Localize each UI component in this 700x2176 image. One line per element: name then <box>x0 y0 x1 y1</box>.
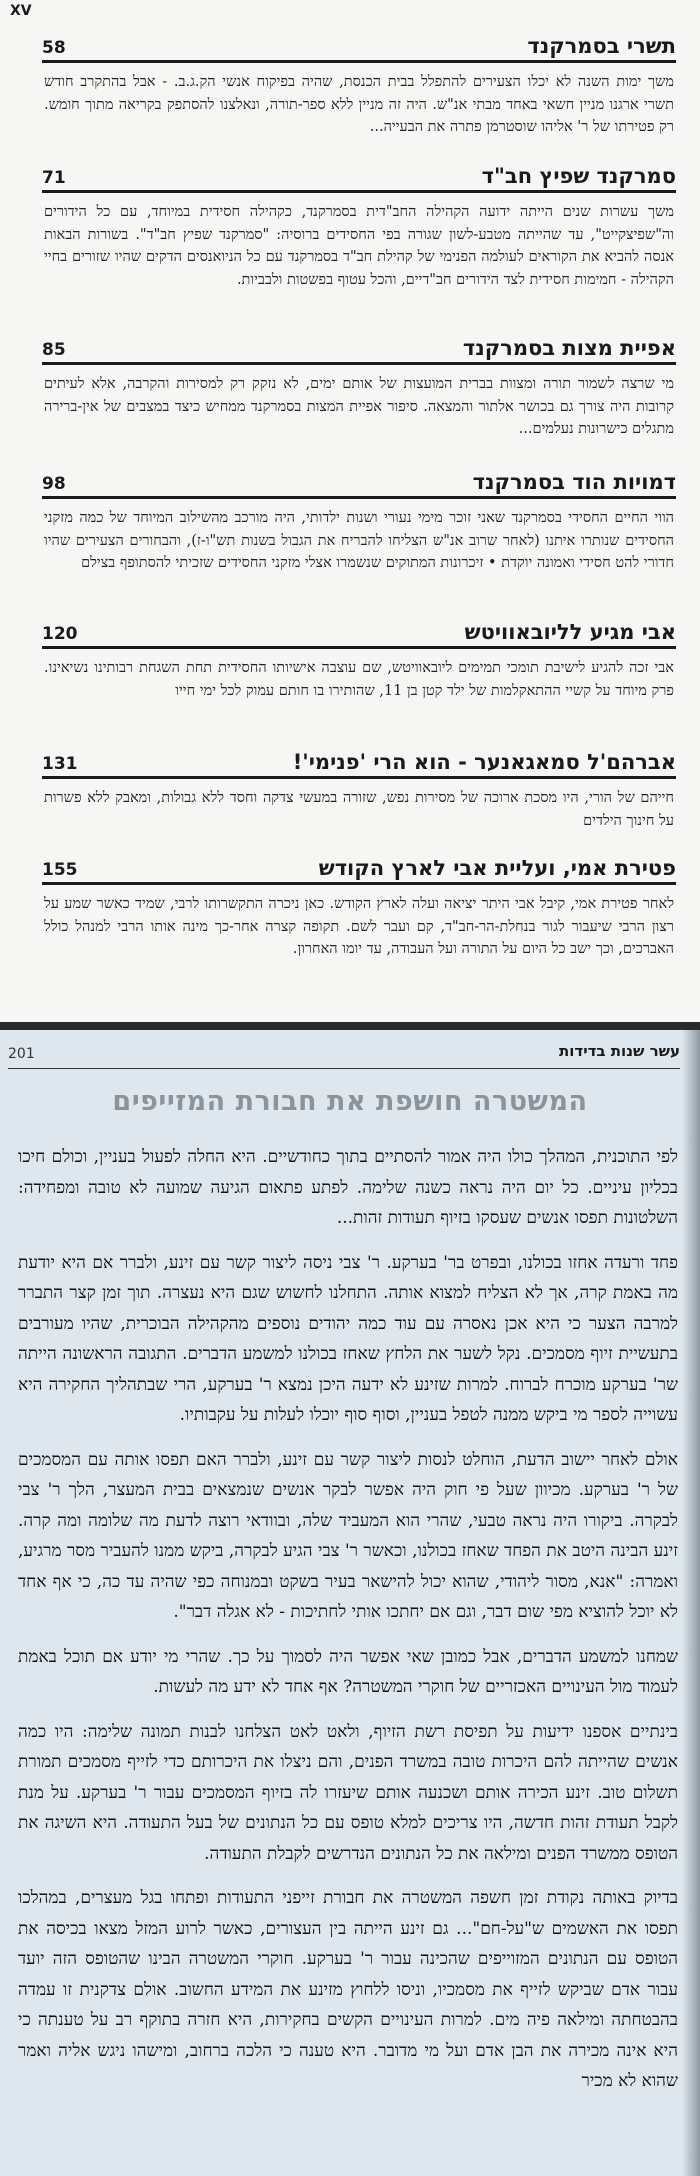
toc-entry-summary: לאחר פטירת אמי, קיבל אבי היתר יציאה ועלה לארץ הקודש. כאן ניכרה התקשרותו לרבי, שמיד כאשר שמע על רצון הרבי שיעבור לגור בנחלת-הר-חב"ד, קם ועבר לשם. תקופה קצרה אחר-כך מינה אותו הרבי למנהל כולל האברכים, וכך ישב כל היום על התורה ועל העבודה, עד יומו האחרון. <box>44 896 674 957</box>
page-roman-numeral: XV <box>10 3 32 19</box>
divider <box>42 776 676 779</box>
toc-entry <box>42 616 676 702</box>
toc-entry-title: פטירת אמי, ועליית אבי לארץ הקודש <box>318 856 676 880</box>
toc-entry-title: דמויות הוד בסמרקנד <box>472 470 676 494</box>
paragraph: אולם לאחר יישוב הדעת, הוחלט לנסות ליצור קשר עם זינע, ולברר האם תפסו אותה עם המסמכים של ר' בערקע. מכיוון שעל פי חוק היה אפשר לבקר אנשים שנמצאים בבית המעצר, הלך ר' צבי לבקרה. ביקורו היה נראה טבעי, שהרי הוא המעביד שלה, ובוודאי רוצה לדעת מה שלומה ומה קרה. זינע הבינה היטב את הפחד שאחז בכולנו, וכאשר ר' צבי הגיע לבקרה, ביקש ממנו להעביר מסר מרגיע, ואמרה: "אנא, מסור ליהודי, שהוא יכול להישאר בעיר בשקט ובמנוחה כפי שהיה עד כה, כי אף אחד לא יוכל להוציא מפי שום דבר, וגם אם יחתכו אותי לחתיכות - לא אגלה דבר". <box>18 1449 678 1622</box>
toc-entry <box>42 30 676 139</box>
toc-entry-title: אברהם'ל סמאגאנער - הוא הרי 'פנימי'! <box>292 750 676 774</box>
paragraph: בינתיים אספנו ידיעות על תפיסת רשת הזיוף, ולאט לאט הצלחנו לבנות תמונה שלימה: היו כמה אנשים שהייתה להם היכרות טובה במשרד הפנים, והם ניצלו את היכרותם כדי לזייף מסמכים תמורת תשלום טוב. זינע הכירה אותם ושכנעה אותם שיעזרו לה בזיוף המסמכים עבור ר' בערקע. על מנת לקבל תעודת זהות חדשה, היו צריכים למלא טופס עם כל הנתונים של בעל התעודה. היא השיגה את הטופס ממשרד הפנים ומילאה את כל הנתונים הנדרשים לקבלת התעודה. <box>18 1721 678 1864</box>
book-page <box>0 1030 700 2176</box>
divider <box>42 496 676 499</box>
toc-entry-title: סמרקנד שפיץ חב"ד <box>481 164 676 188</box>
toc-entry-title: אבי מגיע לליובאוויטש <box>464 620 676 644</box>
toc-entry-summary: הווי החיים החסידי בסמרקנד שאני זוכר מימי נעורי ושנות ילדותי, היה מורכב מהשילוב המיוחד של כמה מזקני החסידים שנותרו איתנו (לאחר שרוב אנ"ש הצליחו להבריח את הגבול בשנות תש"ו-ז), והבחורים הצעירים שהיו חדורי להט חסידי ואמונה יוקדת • זיכרונות המתוקים שנשמרו אצלי מזקני החסידים שזכיתי להסתופף בצילם <box>44 510 674 571</box>
toc-entry <box>42 852 676 961</box>
body-text <box>18 1142 678 2111</box>
toc-entry <box>42 332 676 441</box>
toc-entry-summary: משך עשרות שנים הייתה ידועה הקהילה החב"דית בסמרקנד, כקהילה חסידית במיוחד, עם כל הידורים וה"שפיצקייט", עד שהייתה מטבע-לשון שגורה בפי החסידים ברוסיה: "סמרקנד שפיץ חב"ד". בשורות הבאות אנסה להביא את הקוראים לעולמה הפנימי של קהילת חב"ד בסמרקנד עם כל הניואנסים הדקים שהיו שזורים בחיי הקהילה - חמימות חסידית לצד הידורים חב"דיים, והכל עטוף בפשטות ולבביות. <box>44 204 674 288</box>
divider <box>42 190 676 193</box>
toc-page <box>0 0 700 1022</box>
toc-entry-page: 98 <box>42 474 66 494</box>
toc-entry-summary: מי שרצה לשמור תורה ומצוות בברית המועצות של אותם ימים, לא נזקק רק למסירות והקרבה, אלא לעיתים קרובות היה צורך גם בכושר אלתור והמצאה. סיפור אפיית המצות בסמרקנד ממחיש כיצד במצבים של אין-ברירה מתגלים כישרונות נעלמים... <box>44 376 674 437</box>
toc-entry <box>42 160 676 291</box>
paragraph: פחד ורעדה אחזו בכולנו, ובפרט בר' בערקע. ר' צבי ניסה ליצור קשר עם זינע, ולברר אם היא יודעת מה באמת קרה, אך לא הצליח למצוא אותה. התחלנו לחשוש שגם היא נעצרה. תוך זמן קצר התברר למרבה הצער כי היא אכן נאסרה עם עוד כמה יהודים נוספים מהקהילה הבוכרית, שהיו מעורבים בתעשיית זיוף מסמכים. נקל לשער את הלחץ שאחז בכולנו למשמע הדברים. התגובה הראשונה הייתה שר' בערקע מוכרח לברוח. למרות שזינע לא ידעה היכן נמצא ר' בערקע, הרי שבתהליך החקירה היא עשוייה לספר מי ביקש ממנה לטפל בעניין, וסוף סוף יוכלו לעלות על עקבותיו. <box>18 1252 678 1425</box>
chapter-title: המשטרה חושפת את חבורת המזייפים <box>112 1086 588 1117</box>
toc-entry-title: תשרי בסמרקנד <box>527 34 676 58</box>
divider <box>42 882 676 885</box>
paragraph: שמחנו למשמע הדברים, אבל כמובן שאי אפשר היה לסמוך על כך. שהרי מי יודע אם תוכל באמת לעמוד מול העינויים האכזריים של חוקרי המשטרה? אף אחד לא ידע מה לעשות. <box>18 1646 678 1697</box>
toc-entry-summary: משך ימות השנה לא יכלו הצעירים להתפלל בבית הכנסת, שהיה בפיקוח אנשי הק.ג.ב. - אבל בהתקרב חודש תשרי ארגנו מניין חשאי באחד מבתי אנ"ש. היה זה מניין ללא ספר-תורה, ונאלצנו להסתפק בקריאה מתוך חומש. רק פטירתו של ר' אליהו שוסטרמן פתרה את הבעייה... <box>44 74 674 135</box>
toc-entry-page: 120 <box>42 624 78 644</box>
toc-entry-page: 58 <box>42 38 66 58</box>
divider <box>42 646 676 649</box>
divider <box>8 1068 680 1069</box>
page-number: 201 <box>8 1046 35 1062</box>
divider <box>42 362 676 365</box>
toc-entry-summary: אבי זכה להגיע לישיבת תומכי תמימים ליובאוויטש, שם עוצבה אישיותו החסידית תחת השגחת רבותינו נשיאינו. פרק מיוחד על קשיי ההתאקלמות של ילד קטן בן 11, שהותירו בו חותם עמוק לכל ימי חייו <box>44 660 674 699</box>
running-header: עשר שנות בדידות <box>558 1042 680 1060</box>
paragraph: בדיוק באותה נקודת זמן חשפה המשטרה את חבורת זייפני התעודות ופתחו בגל מעצרים, במהלכו תפסו את האשמים ש"על-חם"... גם זינע הייתה בין העצורים, כאשר לרוע המזל מצאו בכיסה את הטופס עם הנתונים המזוייפים שהכינה עבור ר' בערקע. חוקרי המשטרה הבינו שהטופס הזה יועד עבור אדם שביקש לזייף את מסמכיו, וניסו ללחוץ מזינע את המידע החשוב. אולם צדקנית זו עמדה בהבטחתה ומילאה פיה מים. למרות העינויים הקשים בחקירות, היא חזרה בתוקף רב על טענתה כי היא אינה מכירה את הבן אדם ועל מי מדובר. היא טענה כי הלכה ברחוב, ומישהו ניגש אליה ואמר שהוא לא מכיר <box>18 1888 678 2091</box>
toc-entry-page: 85 <box>42 340 66 360</box>
toc-entry-page: 131 <box>42 754 78 774</box>
paragraph: לפי התוכנית, המהלך כולו היה אמור להסתיים בתוך כחודשיים. היא החלה לפעול בעניין, וכולם חיכו בכליון עיניים. כל יום היה נראה כשנה שלימה. לפתע פתאום הגיעה שמועה לא טובה ומפחידה: השלטונות תפסו אנשים שעסקו בזיוף תעודות זהות... <box>18 1147 678 1228</box>
divider <box>42 60 676 63</box>
toc-entry-page: 71 <box>42 168 66 188</box>
toc-entry <box>42 466 676 575</box>
toc-entry-title: אפיית מצות בסמרקנד <box>462 336 676 360</box>
toc-entry-summary: חייהם של הורי, היו מסכת ארוכה של מסירות נפש, שזורה במעשי צדקה וחסד ללא גבולות, ומאבק ללא פשרות על חינוך הילדים <box>44 790 674 829</box>
toc-entry-page: 155 <box>42 860 78 880</box>
toc-entry <box>42 746 676 832</box>
